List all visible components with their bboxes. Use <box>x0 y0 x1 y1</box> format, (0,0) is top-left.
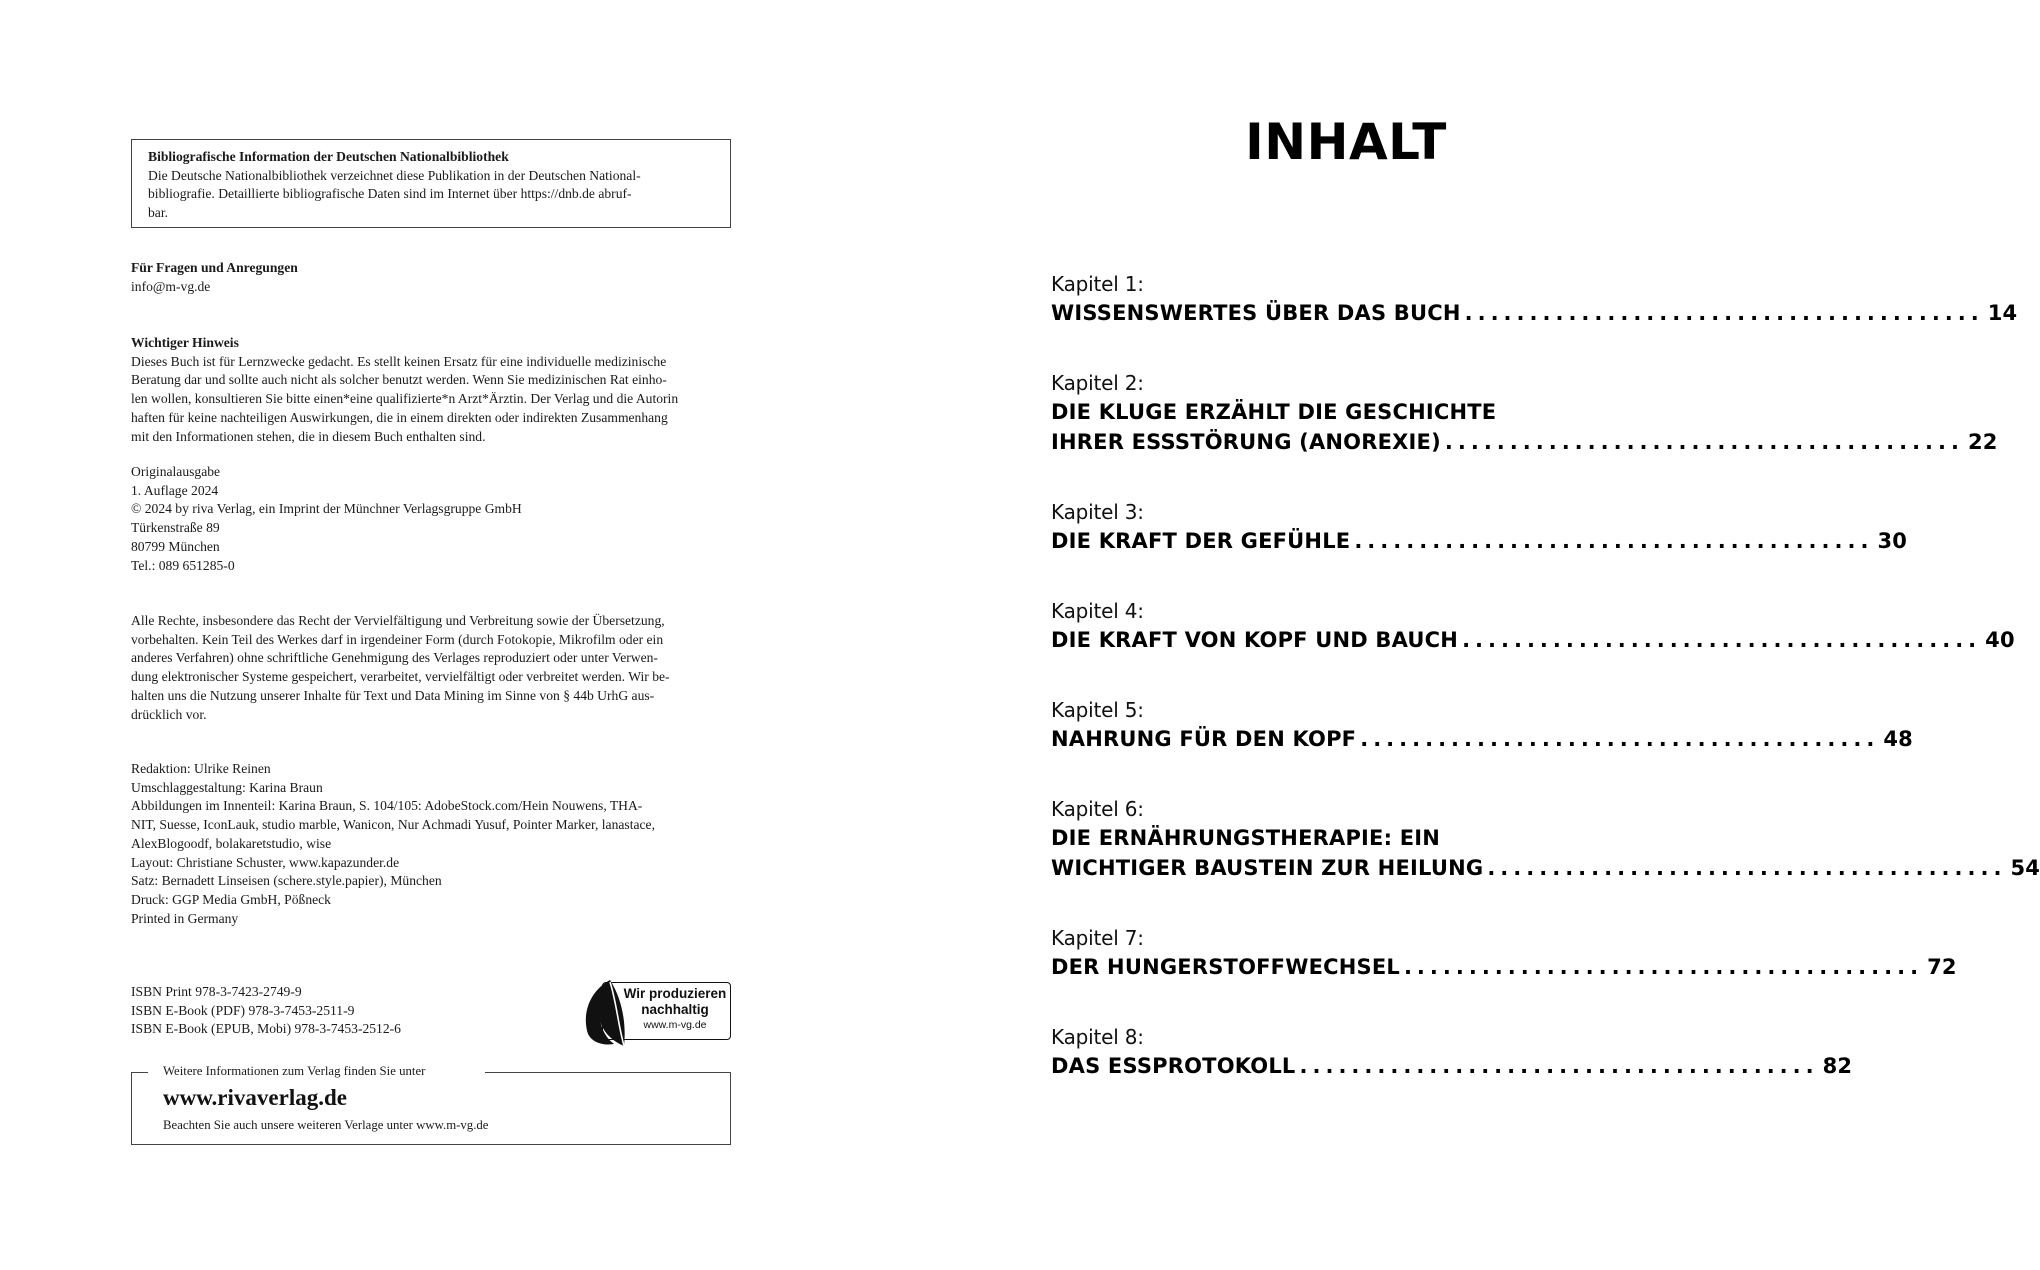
toc-chapter-label: Kapitel 5: <box>1051 698 1144 722</box>
toc-dot-leader: ........................................ <box>1299 1054 1819 1078</box>
toc-title-wrapper <box>1196 112 1496 172</box>
toc-page-number: 82 <box>1822 1054 1853 1078</box>
toc-chapter-title: DAS ESSPROTOKOLL <box>1051 1054 1296 1078</box>
toc-dot-leader: ........................................ <box>1462 628 1982 652</box>
toc-chapter-title: DIE ERNÄHRUNGSTHERAPIE: EIN <box>1051 826 1441 850</box>
isbn-ebook-pdf: ISBN E-Book (PDF) 978-3-7453-2511-9 <box>131 1002 355 1018</box>
toc-chapter-title-line <box>1051 1051 1853 1081</box>
credits-section <box>131 760 731 928</box>
text-line: Die Deutsche Nationalbibliothek verzeichnet diese Publikation in der Deutschen National- <box>148 167 641 183</box>
imprint-page <box>0 0 856 1270</box>
toc-chapter-title: IHRER ESSSTÖRUNG (ANOREXIE) <box>1051 430 1441 454</box>
notice-text <box>131 353 731 447</box>
bibliographic-info-title: Bibliografische Information der Deutschen Nationalbibliothek <box>148 149 509 164</box>
credit-illustrations-cont: AlexBlogoodf, bolakaretstudio, wise <box>131 835 332 851</box>
text-line: len wollen, konsultieren Sie bitte einen*eine qualifizierte*n Arzt*Ärztin. Der Verlag und die Autorin <box>131 391 679 407</box>
text-line: bar. <box>148 205 169 221</box>
toc-chapter-title-line <box>1051 298 2018 328</box>
box-top-rule <box>485 1072 731 1073</box>
credit-cover: Umschlaggestaltung: Karina Braun <box>131 779 323 795</box>
toc-page-number: 48 <box>1883 727 1913 751</box>
toc-entry[interactable] <box>1051 924 1957 982</box>
toc-chapter-label: Kapitel 6: <box>1051 797 1144 821</box>
toc-chapter-title: DIE KRAFT DER GEFÜHLE <box>1051 529 1351 553</box>
isbn-ebook-epub: ISBN E-Book (EPUB, Mobi) 978-3-7453-2512-6 <box>131 1021 401 1037</box>
toc-chapter-title-line <box>1051 853 2040 883</box>
sustainability-badge <box>580 976 732 1048</box>
text-line: Beratung dar und sollte auch nicht als solcher benutzt werden. Wenn Sie medizinischen Rat einho- <box>131 372 667 388</box>
text-line: anderes Verfahren) ohne schriftliche Genehmigung des Verlages reproduziert oder unter Verwen- <box>131 650 658 666</box>
publisher-phone: Tel.: 089 651285-0 <box>131 557 235 573</box>
bibliographic-info-text <box>148 167 714 223</box>
publisher-info-box <box>131 1064 731 1145</box>
important-notice-section <box>131 334 731 446</box>
toc-chapter-label: Kapitel 2: <box>1051 371 1144 395</box>
text-line: mit den Informationen stehen, die in diesem Buch enthalten sind. <box>131 428 486 444</box>
contact-email[interactable]: info@m-vg.de <box>131 278 211 294</box>
toc-chapter-title-line <box>1051 625 2015 655</box>
publisher-website-link[interactable]: www.rivaverlag.de <box>163 1085 347 1110</box>
copyright-line: © 2024 by riva Verlag, ein Imprint der Münchner Verlagsgruppe GmbH <box>131 501 522 517</box>
toc-chapter-title: DIE KRAFT VON KOPF UND BAUCH <box>1051 628 1459 652</box>
toc-chapter-label: Kapitel 8: <box>1051 1025 1144 1049</box>
edition-number: 1. Auflage 2024 <box>131 482 219 498</box>
toc-entry[interactable] <box>1051 696 1913 754</box>
toc-entry[interactable] <box>1051 597 2015 655</box>
toc-title: INHALT <box>1245 113 1447 171</box>
notice-heading: Wichtiger Hinweis <box>131 335 239 350</box>
toc-dot-leader: ........................................ <box>1444 430 1964 454</box>
toc-chapter-title-line <box>1051 427 1998 457</box>
toc-page-number: 54 <box>2010 856 2040 880</box>
publisher-box-note: Beachten Sie auch unsere weiteren Verlage unter www.m-vg.de <box>163 1118 489 1132</box>
toc-chapter-title-line <box>1051 952 1957 982</box>
table-of-contents-page <box>856 0 2040 1270</box>
publisher-box-caption: Weitere Informationen zum Verlag finden Sie unter <box>163 1064 426 1078</box>
printed-in: Printed in Germany <box>131 910 239 926</box>
toc-chapter-title-line <box>1051 724 1913 754</box>
toc-chapter-title: DER HUNGERSTOFFWECHSEL <box>1051 955 1400 979</box>
box-top-rule <box>131 1072 148 1073</box>
toc-page-number: 40 <box>1985 628 2015 652</box>
text-line: haften für keine nachteiligen Auswirkungen, die in einem direkten oder indirekten Zusammenhang <box>131 409 668 425</box>
toc-chapter-label: Kapitel 4: <box>1051 599 1144 623</box>
publisher-city: 80799 München <box>131 538 220 554</box>
toc-chapter-title: NAHRUNG FÜR DEN KOPF <box>1051 727 1357 751</box>
toc-dot-leader: ........................................ <box>1403 955 1924 979</box>
text-line: Dieses Buch ist für Lernzwecke gedacht. Es stellt keinen Ersatz für eine individuelle medizinische <box>131 353 667 369</box>
toc-chapter-title: WICHTIGER BAUSTEIN ZUR HEILUNG <box>1051 856 1484 880</box>
credit-printing: Druck: GGP Media GmbH, Pößneck <box>131 891 331 907</box>
text-line: drücklich vor. <box>131 706 207 722</box>
credit-illustrations: Abbildungen im Innenteil: Karina Braun, S. 104/105: AdobeStock.com/Hein Nouwens, THA- <box>131 798 643 814</box>
isbn-section <box>131 983 551 1039</box>
toc-chapter-label: Kapitel 7: <box>1051 926 1144 950</box>
badge-text <box>620 986 730 1033</box>
toc-dot-leader: ........................................ <box>1487 856 2007 880</box>
credit-editor: Redaktion: Ulrike Reinen <box>131 761 271 776</box>
isbn-print: ISBN Print 978-3-7423-2749-9 <box>131 984 302 999</box>
toc-page-number: 22 <box>1968 430 1998 454</box>
toc-entry[interactable] <box>1051 795 2040 883</box>
toc-chapter-title-line <box>1051 526 1908 556</box>
text-line: Alle Rechte, insbesondere das Recht der Vervielfältigung und Verbreitung sowie der Übersetzung, <box>131 613 665 628</box>
toc-entry[interactable] <box>1051 1023 1853 1081</box>
contact-heading: Für Fragen und Anregungen <box>131 260 298 275</box>
toc-chapter-label: Kapitel 3: <box>1051 500 1144 524</box>
toc-page-number: 30 <box>1877 529 1908 553</box>
contact-section <box>131 259 731 296</box>
toc-entry[interactable] <box>1051 369 1998 457</box>
toc-page-number: 14 <box>1987 301 2018 325</box>
toc-dot-leader: ........................................ <box>1354 529 1874 553</box>
edition-type: Originalausgabe <box>131 464 221 479</box>
badge-url: www.m-vg.de <box>643 1019 707 1031</box>
toc-dot-leader: ........................................ <box>1360 727 1880 751</box>
badge-line-2: nachhaltig <box>641 1002 709 1017</box>
rights-section <box>131 612 731 724</box>
publisher-street: Türkenstraße 89 <box>131 520 220 536</box>
credit-layout: Layout: Christiane Schuster, www.kapazunder.de <box>131 854 400 870</box>
toc-entry[interactable] <box>1051 498 1908 556</box>
text-line: vorbehalten. Kein Teil des Werkes darf in irgendeiner Form (durch Fotokopie, Mikrofilm oder ein <box>131 631 664 647</box>
text-line: dung elektronischer Systeme gespeichert, verarbeitet, vervielfältigt oder verbreitet werden. Wir be- <box>131 669 670 685</box>
text-line: bibliografie. Detaillierte bibliografische Daten sind im Internet über https://dnb.de abruf- <box>148 186 632 202</box>
toc-page-number: 72 <box>1927 955 1957 979</box>
text-line: halten uns die Nutzung unserer Inhalte für Text und Data Mining im Sinne von § 44b UrhG aus- <box>131 687 655 703</box>
badge-line-1: Wir produzieren <box>623 986 727 1001</box>
toc-chapter-title: DIE KLUGE ERZÄHLT DIE GESCHICHTE <box>1051 400 1497 424</box>
toc-dot-leader: ........................................ <box>1464 301 1984 325</box>
toc-chapter-label: Kapitel 1: <box>1051 272 1144 296</box>
credit-illustrations-cont: NIT, Suesse, IconLauk, studio marble, Wanicon, Nur Achmadi Yusuf, Pointer Marker, lanastace, <box>131 817 655 833</box>
toc-chapter-title: WISSENSWERTES ÜBER DAS BUCH <box>1051 301 1461 325</box>
toc-entry[interactable] <box>1051 270 2018 328</box>
edition-info-section <box>131 463 731 575</box>
credit-typesetting: Satz: Bernadett Linseisen (schere.style.papier), München <box>131 873 442 889</box>
bibliographic-info-box <box>131 139 731 228</box>
